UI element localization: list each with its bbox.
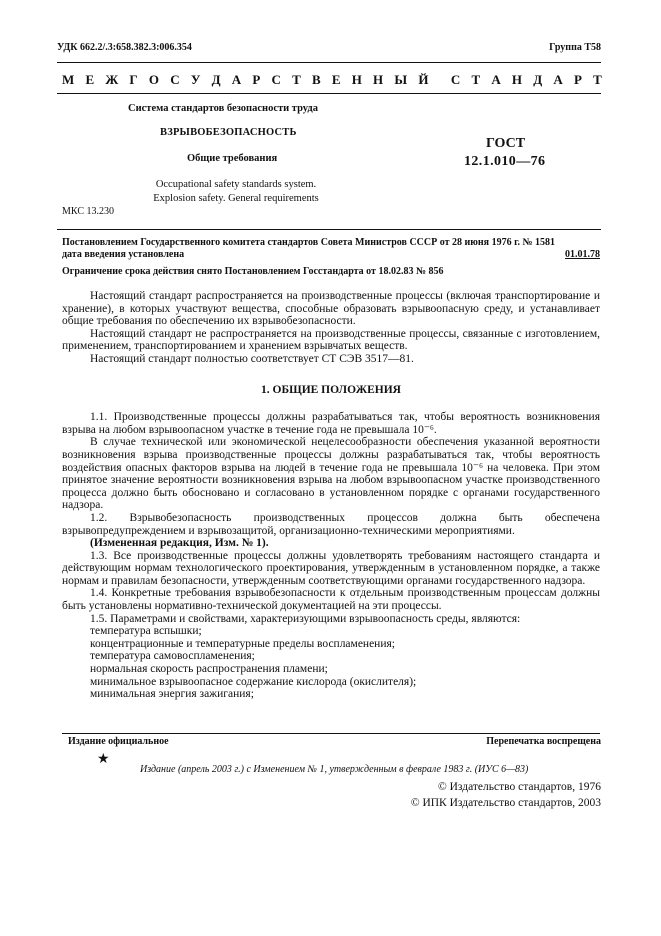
banner-letter: Н: [511, 72, 523, 87]
banner-letter: Т: [471, 72, 481, 87]
clause-1-3: 1.3. Все производственные процессы должны удовлетворять требованиям настоящего стандарта и действующим нормам технологического проектирования, утвержденным в установленном порядке, а также нормам и правилам безопасности, утвержденным соответствующими органами государственного надзора.: [62, 549, 600, 587]
list-item: минимальное взрывоопасное содержание кислорода (окислителя);: [90, 675, 417, 688]
mks-code: МКС 13.230: [62, 206, 114, 217]
banner-letter: Т: [292, 72, 301, 87]
banner-letter: Д: [211, 72, 221, 87]
banner-letter: Р: [574, 72, 582, 87]
gost-label: ГОСТ: [486, 136, 526, 151]
amendment-note: (Измененная редакция, Изм. № 1).: [90, 537, 269, 550]
banner-letter: Н: [351, 72, 362, 87]
top-rule: [57, 62, 601, 63]
clause-1-1-cont: В случае технической или экономической нецелесообразности обеспечения указанной вероятности возникновения взрыва производственные процессы должны разрабатываться так, чтобы вероятность воздействия опасных факторов взрыва на людей в течение года не превышала 10⁻⁶ на человека. При этом принятое значение вероятности возникновения взрыва на любом взрывоопасном участке производственного процесса должно быть обосновано и согласовано в установленном порядке с органами государственного надзора.: [62, 436, 600, 512]
document-subtitle: Общие требования: [187, 153, 278, 164]
group-code: Группа Т58: [549, 42, 601, 53]
banner-letter: А: [231, 72, 242, 87]
intro-paragraph: Настоящий стандарт не распространяется на производственные процессы, связанные с изготовлением, применением, транспортированием и хранением взрывчатых веществ.: [62, 327, 600, 353]
banner-letter: Ы: [394, 72, 408, 87]
banner-letter: Т: [593, 72, 602, 87]
list-item: нормальная скорость распространения пламени;: [90, 663, 328, 676]
clause-1-4: 1.4. Конкретные требования взрывобезопасности к отдельным производственным процессам должны быть установлены нормативно-технической документацией на эти процессы.: [62, 587, 600, 613]
banner-letter: У: [190, 72, 201, 87]
limitation-note: Ограничение срока действия снято Постановлением Госстандарта от 18.02.83 № 856: [62, 266, 444, 277]
copyright-1976: © Издательство стандартов, 1976: [437, 781, 601, 793]
resolution-line: Постановлением Государственного комитета стандартов Совета Министров СССР от 28 июня 1976 г. № 1581: [62, 237, 556, 248]
banner-letter: М: [62, 72, 75, 87]
copyright-2003: © ИПК Издательство стандартов, 2003: [410, 797, 601, 809]
english-title-line2: Explosion safety. General requirements: [153, 193, 319, 204]
banner-letter: О: [148, 72, 160, 87]
banner-letter: Ж: [105, 72, 119, 87]
banner-letter: А: [491, 72, 501, 87]
banner-letter: Г: [129, 72, 138, 87]
clause-1-1: 1.1. Производственные процессы должны разрабатываться так, чтобы вероятность возникновения взрыва на любом взрывоопасном участке в течение года не превышала 10⁻⁶.: [62, 411, 600, 436]
edition-note: Издание (апрель 2003 г.) с Изменением № 1, утвержденным в феврале 1983 г. (ИУС 6—83): [140, 764, 529, 775]
banner-letter: С: [170, 72, 180, 87]
banner-letter: С: [271, 72, 281, 87]
gost-number: 12.1.010—76: [464, 154, 546, 169]
banner-letter: Н: [373, 72, 384, 87]
list-item: концентрационные и температурные пределы воспламенения;: [90, 637, 395, 650]
reprint-prohibited: Перепечатка воспрещена: [486, 736, 601, 747]
list-item: температура самовоспламенения;: [90, 650, 255, 663]
official-edition: Издание официальное: [68, 736, 169, 747]
list-item: температура вспышки;: [90, 625, 202, 638]
banner-letter: Е: [85, 72, 95, 87]
banner-letter: В: [311, 72, 321, 87]
banner-letter: А: [553, 72, 563, 87]
introduction-date: 01.01.78: [565, 249, 600, 260]
resolution-block: [62, 237, 600, 261]
star-icon: ★: [97, 752, 110, 767]
intro-paragraph: Настоящий стандарт полностью соответствует СТ СЭВ 3517—81.: [90, 352, 414, 365]
standards-system: Система стандартов безопасности труда: [128, 103, 318, 114]
clause-1-5: 1.5. Параметрами и свойствами, характеризующими взрывоопасность среды, являются:: [90, 612, 521, 625]
english-title: [148, 178, 324, 206]
udk-code: УДК 662.2/.3:658.382.3:006.354: [57, 42, 192, 53]
banner-letter: С: [450, 72, 461, 87]
banner-letter: Й: [418, 72, 429, 87]
banner-letter: Е: [331, 72, 341, 87]
english-title-line1: Occupational safety standards system.: [155, 179, 317, 190]
list-item: минимальная энергия зажигания;: [90, 688, 254, 701]
resolution-rule: [57, 229, 601, 230]
date-label: дата введения установлена: [62, 249, 185, 260]
banner-letter: Р: [252, 72, 261, 87]
interstate-standard-banner: [62, 72, 602, 88]
banner-rule: [57, 93, 601, 94]
clause-1-2: 1.2. Взрывобезопасность производственных процессов должна быть обеспечена взрывопредупреждением и взрывозащитой, организационно-техническими мероприятиями.: [62, 511, 600, 537]
intro-paragraph: Настоящий стандарт распространяется на производственные процессы (включая транспортирование и хранение), в которых участвуют вещества, способные образовать взрывоопасную среду, и устанавливает общие требования по обеспечению их взрывобезопасности.: [62, 290, 600, 328]
footer-rule: [62, 733, 600, 734]
document-title: ВЗРЫВОБЕЗОПАСНОСТЬ: [160, 127, 297, 138]
section-heading: 1. ОБЩИЕ ПОЛОЖЕНИЯ: [261, 383, 401, 396]
banner-letter: Д: [533, 72, 543, 87]
document-body: [62, 290, 600, 701]
